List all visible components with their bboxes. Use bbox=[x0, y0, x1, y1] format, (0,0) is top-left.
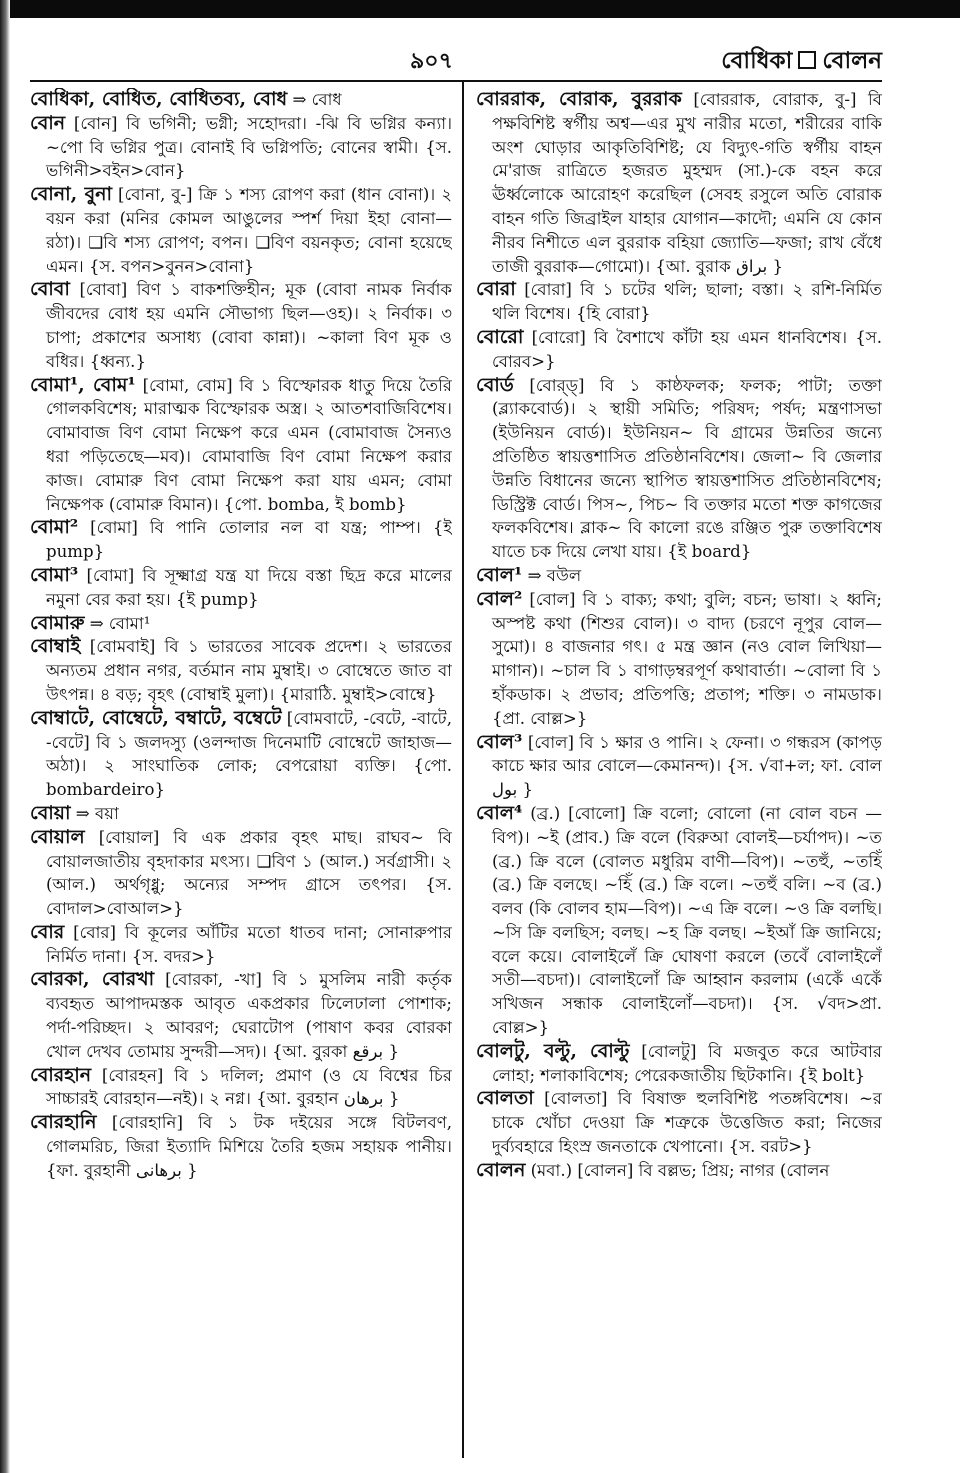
entry-definition: [বোরহানি] বি ১ টক দইয়ের সঙ্গে বিটলবণ, গোলমরিচ, জিরা ইত্যাদি মিশিয়ে তৈরি হজম সহায়ক পানীয়। {ফা. বুরহানী برهانی } bbox=[46, 1113, 452, 1180]
entry-headword: বোনা, বুনা bbox=[30, 183, 112, 206]
entry-headword: বোরহানি bbox=[30, 1111, 97, 1134]
entry-definition: ⇒ বোধ bbox=[292, 90, 342, 109]
entry-headword: বোয়াল bbox=[30, 825, 85, 848]
entry-headword: বোন bbox=[30, 111, 66, 134]
guide-separator-box bbox=[798, 51, 816, 69]
entry-definition: [বোবা] বিণ ১ বাকশক্তিহীন; মূক (বোবা নামক নির্বাক জীবদের বোধ হয় এমনি সৌভাগ্য ছিল—ওহ)। ২ নির্বাক। ৩ চাপা; প্রকাশের অসাধ্য (বোবা কান্না)। ~কালা বিণ মূক ও বধির। {ধ্বন্য.} bbox=[46, 280, 452, 371]
left-column bbox=[30, 88, 452, 1458]
page-header bbox=[30, 40, 882, 80]
entry-definition: (মবা.) [বোলন] বি বল্লভ; প্রিয়; নাগর (বোলন bbox=[530, 1160, 830, 1180]
entry-headword: বোরা bbox=[476, 278, 516, 301]
entry-definition: [বোলতা] বি বিষাক্ত হুলবিশিষ্ট পতঙ্গবিশেষ। ~র চাকে খোঁচা দেওয়া ক্রি শত্রুকে উত্তেজিত করা; নিজের দুর্ব্যবহারে হিংস্র জনতাকে খেপানো। {স. বরট>} bbox=[492, 1089, 882, 1157]
dictionary-entry bbox=[30, 88, 452, 112]
page-top-edge bbox=[0, 0, 960, 18]
dictionary-entry bbox=[476, 278, 882, 326]
guide-words bbox=[721, 42, 882, 81]
entry-definition: [বোরো] বি বৈশাখে কাঁটা হয় এমন ধানবিশেষ। {স. বোরব>} bbox=[492, 327, 882, 371]
entry-headword: বোলন bbox=[476, 1158, 526, 1181]
dictionary-entry bbox=[30, 1111, 452, 1182]
dictionary-entry bbox=[30, 802, 452, 826]
entry-definition: [বোলটু] বি মজবুত করে আটবার লোহা; শলাকাবিশেষ; পেরেকজাতীয় ছিটকানি। {ই bolt} bbox=[492, 1041, 882, 1085]
dictionary-entry bbox=[30, 826, 452, 921]
binding-shadow bbox=[0, 0, 10, 1473]
entry-headword: বোম্বাই bbox=[30, 635, 81, 658]
column-divider bbox=[462, 82, 464, 1458]
entry-definition: [বোর্‌ড্] বি ১ কাষ্ঠফলক; ফলক; পাটা; তক্তা (ব্ল্যাকবোর্ড)। ২ স্থায়ী সমিতি; পরিষদ; পর্ষদ; মন্ত্রণাসভা (ইউনিয়ন বোর্ড)। ইউনিয়ন~ বি গ্রামের উন্নতির জন্যে প্রতিষ্ঠিত স্বায়ত্তশাসিত প্রতিষ্ঠানবিশেষ। জেলা~ বি জেলার উন্নতি বিধানের জন্যে স্থাপিত স্বায়ত্তশাসিত প্রতিষ্ঠানবিশেষ; ডিস্ট্রিক্ট বোর্ড। পিস~, পিচ~ বি তক্তার মতো শক্ত কাগজের ফলকবিশেষ। ব্লাক~ বি কালো রঙে রঞ্জিত পুরু তক্তাবিশেষ যাতে চক দিয়ে লেখা যায়। {ই board} bbox=[492, 375, 882, 562]
dictionary-entry bbox=[30, 707, 452, 802]
entry-headword: বোরো bbox=[476, 325, 524, 348]
dictionary-entry bbox=[476, 1087, 882, 1158]
dictionary-entry bbox=[30, 112, 452, 183]
entry-definition: ⇒ বউল bbox=[527, 565, 582, 585]
entry-headword: বোম্বাটে, বোম্বেটে, বম্বাটে, বম্বেটে bbox=[30, 706, 282, 729]
dictionary-entry bbox=[30, 635, 452, 706]
entry-definition: [বোমা] বি পানি তোলার নল বা যন্ত্র; পাম্প। {ই pump} bbox=[46, 518, 452, 562]
entry-headword: বোল¹ bbox=[476, 563, 523, 586]
dictionary-entry bbox=[30, 612, 452, 636]
entry-headword: বোল⁴ bbox=[476, 801, 523, 824]
entry-definition: [বোরকা, -খা] বি ১ মুসলিম নারী কর্তৃক ব্যবহৃত আপাদমস্তক আবৃত একপ্রকার ঢিলেঢালা পোশাক; পর্দা-পরিচ্ছদ। ২ আবরণ; ঘেরাটোপ (পাষাণ কবর বোরকা খোল দেখব তোমায় সুন্দরী—সদ)। {আ. বুরকা برقع } bbox=[46, 970, 452, 1061]
dictionary-entry bbox=[476, 374, 882, 564]
page-number: ৯০৭ bbox=[410, 48, 453, 74]
entry-definition: [বোয়াল] বি এক প্রকার বৃহৎ মাছ। রাঘব~ বি বোয়ালজাতীয় বৃহদাকার মৎস্য। ❑বিণ ১ (আল.) সর্বগ্রাসী। ২ (আল.) অর্থগৃধ্নু; অন্যের সম্পদ গ্রাসে তৎপর। {স. বোদাল>বোআল>} bbox=[46, 827, 452, 919]
entry-definition: [বোমবাই] বি ১ ভারতের সাবেক প্রদেশ। ২ ভারতের অন্যতম প্রধান নগর, বর্তমান নাম মুম্বাই। ৩ বোম্বেতে জাত বা উৎপন্ন। ৪ বড়; বৃহৎ (বোম্বাই মুলা)। {মারাঠি. মুম্বাই>বোম্বে} bbox=[46, 637, 452, 704]
entry-headword: বোমারু bbox=[30, 611, 85, 634]
dictionary-entry bbox=[30, 183, 452, 278]
entry-headword: বোল² bbox=[476, 587, 523, 610]
entry-definition: [বোমা, বোম] বি ১ বিস্ফোরক ধাতু দিয়ে তৈরি গোলকবিশেষ; মারাত্মক বিস্ফোরক অস্ত্র। ২ আতশবাজিবিশেষ। বোমাবাজ বিণ বোমা নিক্ষেপ করে এমন (বোমাবাজ সৈন্যও ধরা পড়িতেছে—মব)। বোমাবাজি বিণ বোমা নিক্ষেপ করার কাজ। বোমারু বিণ বোমা নিক্ষেপ করা যায় এমন; বোমা নিক্ষেপক (বোমারু বিমান)। {পো. bomba, ই bomb} bbox=[46, 375, 452, 514]
dictionary-entry bbox=[476, 731, 882, 802]
entry-headword: বোল³ bbox=[476, 730, 523, 753]
entry-headword: বোর্ড bbox=[476, 373, 514, 396]
entry-definition: [বোনা, বু-] ক্রি ১ শস্য রোপণ করা (ধান বোনা)। ২ বয়ন করা (মনির কোমল আঙুলের স্পর্শ দিয়া ইহা বোনা—রঠা)। ❑বি শস্য রোপণ; বপন। ❑বিণ বয়নকৃত; বোনা হয়েছে এমন। {স. বপন>বুনন>বোনা} bbox=[46, 185, 452, 276]
guide-first-word: বোধিকা bbox=[721, 47, 793, 74]
header-rule bbox=[30, 80, 882, 82]
entry-definition: [বোল] বি ১ বাক্য; কথা; বুলি; বচন; ভাষা। ২ ধ্বনি; অস্পষ্ট কথা (শিশুর বোল)। ৩ বাদ্য (চরণে নূপুর বোল—সুমো)। ৪ বাজনার গৎ। ৫ মন্ত্র জ্ঞান (নও বোল লিখিয়া—মাগান)। ~চাল বি ১ বাগাড়ম্বরপূর্ণ কথাবার্তা। ~বোলা বি ১ হাঁকডাক। ২ প্রভাব; প্রতিপত্তি; প্রতাপ; শক্তি। ৩ নামডাক। {প্রা. বোল্ল>} bbox=[492, 589, 882, 728]
entry-definition: [বোল] বি ১ ক্ষার ও পানি। ২ ফেনা। ৩ গন্ধরস (কাপড় কাচে ক্ষার আর বোলে—কেমানন্দ)। {স. √বা+ল; ফা. বোল بول } bbox=[492, 732, 882, 800]
entry-headword: বোলতা bbox=[476, 1087, 534, 1110]
dictionary-entry bbox=[476, 802, 882, 1040]
entry-headword: বোবা bbox=[30, 278, 70, 301]
entry-headword: বোমা³ bbox=[30, 563, 79, 586]
dictionary-entry bbox=[30, 374, 452, 517]
entry-definition: [বোন] বি ভগিনী; ভগ্নী; সহোদরা। -ঝি বি ভগ্নির কন্যা। ~পো বি ভগ্নির পুত্র। বোনাই বি ভগ্নিপতি; বোনের স্বামী। {স. ভগিনী>বইন>বোন} bbox=[46, 113, 452, 181]
entry-definition: (ব্র.) [বোলো] ক্রি বলো; বোলো (না বোল বচন —বিপ)। ~ই (প্রাব.) ক্রি বলে (বিরুআ বোলই—চর্যাপদ)। ~ত (ব্র.) ক্রি বলে (বোলত মধুরিম বাণী—বিপ)। ~তহুঁ, ~তহিঁ (ব্র.) ক্রি বলছে। ~হিঁ (ব্র.) ক্রি বলে। ~তহুঁ বলি। ~ব (ব্র.) বলব (কি বোলব হাম—বিপ)। ~এ ক্রি বলে। ~ও ক্রি বলছি। ~সি ক্রি বলছিস; বলছ। ~হ ক্রি বলছ। ~ইআঁ ক্রি জানিয়ে; বলে কয়ে। বোলাইলেঁ ক্রি ঘোষণা করলে (তবেঁ বোলাইলেঁ সতী—বচদা)। বোলাইলোঁ ক্রি আহ্বান করলাম (একেঁ একেঁ সখিজন সন্ধাক বোলাইলোঁ—বচদা)। {স. √বদ>প্রা. বোল্ল>} bbox=[492, 803, 882, 1038]
entry-definition: ⇒ বয়া bbox=[75, 803, 119, 823]
entry-headword: বোধিকা, বোধিত, বোধিতব্য, বোধ bbox=[30, 88, 288, 110]
dictionary-entry bbox=[476, 326, 882, 374]
entry-definition: [বোরা] বি ১ চটের থলি; ছালা; বস্তা। ২ রশি-নির্মিত থলি বিশেষ। {হি বোরা} bbox=[492, 280, 882, 324]
dictionary-entry bbox=[476, 588, 882, 731]
entry-headword: বোর bbox=[30, 920, 65, 943]
entry-headword: বোমা² bbox=[30, 516, 79, 539]
dictionary-entry bbox=[30, 921, 452, 969]
entry-definition: [বোররাক, বোরাক, বু-] বি পক্ষবিশিষ্ট স্বর্গীয় অশ্ব—এর মুখ নারীর মতো, শরীরের বাকি অংশ ঘোড়ার আকৃতিবিশিষ্ট; যে বিদ্যুৎ-গতি স্বর্গীয় বাহন মে'রাজ রাত্রিতে হজরত মুহম্মদ (সা.)-কে বহন করে ঊর্ধ্বলোকে আরোহণ করেছিল (সেবহ রসুলে অতি বোরাক বাহন গতি জিব্রাইল যাহার যোগান—কাদৌ; এমনি যে কোন নীরব নিশীতে এল বুররাক বহিয়া জ্যোতি—ফজা; রাখ বেঁধে তাজী বুররাক—গোমো)। {আ. বুরাক براق } bbox=[492, 90, 882, 276]
right-column bbox=[476, 88, 882, 1458]
dictionary-entry bbox=[30, 564, 452, 612]
entry-definition: [বোমা] বি সূক্ষ্মাগ্র যন্ত্র যা দিয়ে বস্তা ছিদ্র করে মালের নমুনা বের করা হয়। {ই pump} bbox=[46, 565, 452, 609]
entry-headword: বোলটু, বল্টু, বোল্টু bbox=[476, 1039, 630, 1062]
dictionary-entry bbox=[476, 1159, 882, 1183]
dictionary-entry bbox=[476, 564, 882, 588]
entry-definition: ⇒ বোমা¹ bbox=[89, 613, 151, 633]
dictionary-entry bbox=[30, 968, 452, 1063]
entry-headword: বোরকা, বোরখা bbox=[30, 968, 155, 991]
entry-definition: [বোমবাটে, -বেটে, -বাটে, -বেটে] বি ১ জলদস্যু (ওলন্দাজ দিনেমাটি বোম্বেটে জাহাজ—অঠা)। ২ সাংঘাতিক লোক; বেপরোয়া ব্যক্তি। {পো. bombardeiro} bbox=[46, 708, 452, 800]
dictionary-entry bbox=[476, 88, 882, 278]
entry-headword: বোমা¹, বোম¹ bbox=[30, 373, 136, 396]
entry-definition: [বোরহন] বি ১ দলিল; প্রমাণ (ও যে বিশ্বের চির সাচ্চারই বোরহান—নই)। ২ নগ্ন। {আ. বুরহান برهان } bbox=[46, 1065, 452, 1109]
dictionary-entry bbox=[30, 278, 452, 373]
entry-headword: বোয়া bbox=[30, 801, 71, 824]
entry-headword: বোররাক, বোরাক, বুররাক bbox=[476, 88, 682, 110]
entry-definition: [বোর] বি কূলের আঁটির মতো ধাতব দানা; সোনারুপার নির্মিত দানা। {স. বদর>} bbox=[46, 922, 452, 966]
entry-headword: বোরহান bbox=[30, 1063, 92, 1086]
dictionary-entry bbox=[30, 1064, 452, 1112]
guide-last-word: বোলন bbox=[822, 47, 882, 74]
dictionary-entry bbox=[476, 1040, 882, 1088]
dictionary-entry bbox=[30, 516, 452, 564]
